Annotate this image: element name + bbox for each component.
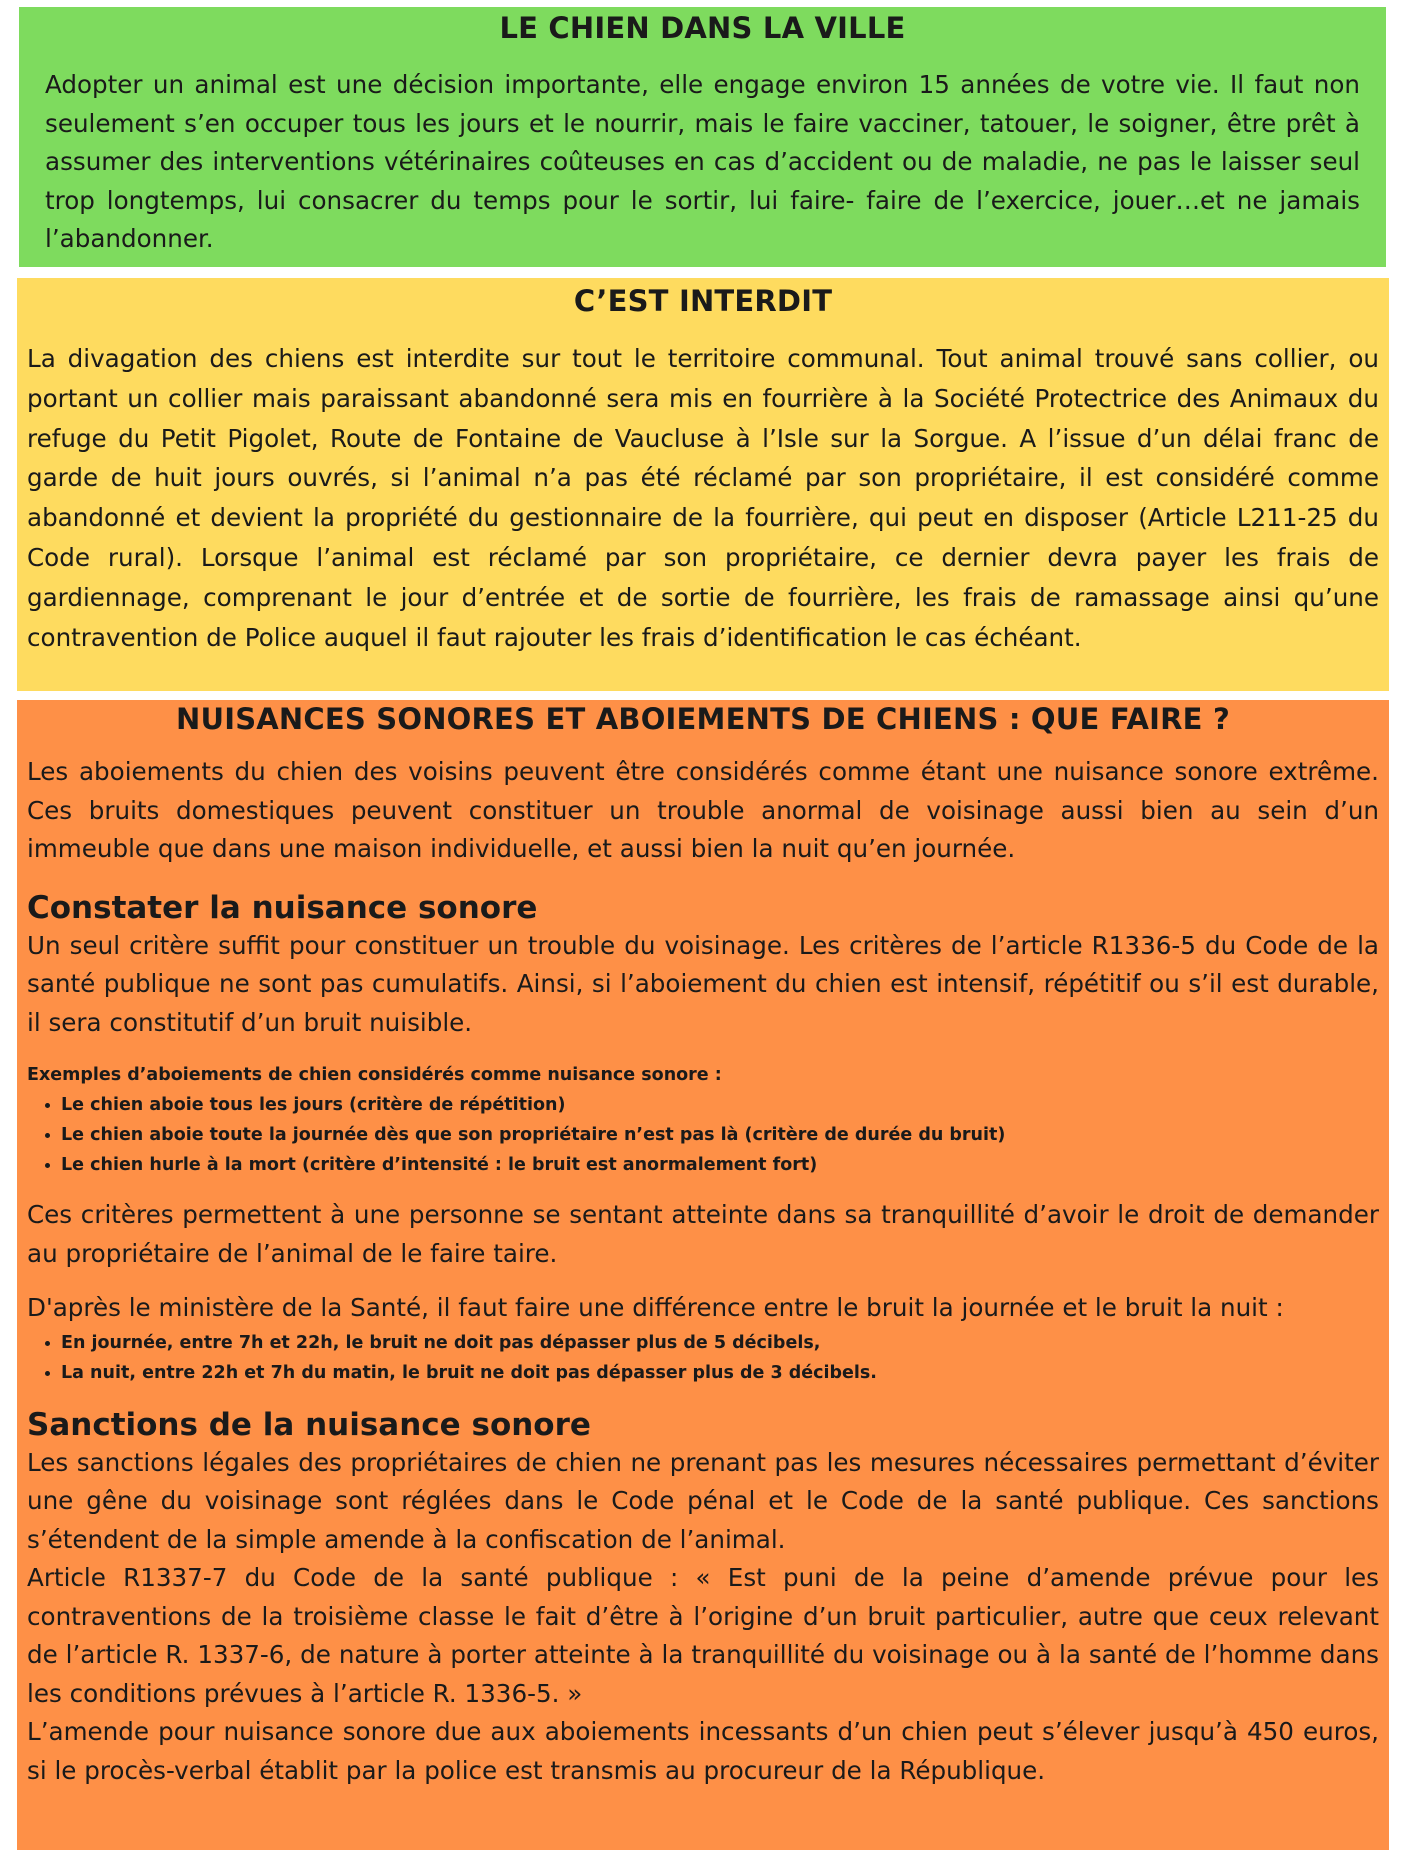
sanctions-paragraph: Les sanctions légales des propriétaires de chien ne prenant pas les mesures nécessaires permettant d’éviter une gêne du voisinage sont réglées dans le Code pénal et le Code de la santé publique. Ces sanctions s’étendent de la simple amende à la confiscation de l’animal. [27,1447,1379,1554]
heading-sanctions: Sanctions de la nuisance sonore [27,1406,591,1443]
section-title: NUISANCES SONORES ET ABOIEMENTS DE CHIENS : QUE FAIRE ? [175,702,1231,736]
amende-paragraph: L’amende pour nuisance sonore due aux aboiements incessants d’un chien peut s’élever jusqu’à 450 euros, si le procès-verbal établit par la police est transmis au procureur de la République. [27,1717,1379,1785]
constater-paragraph: Un seul critère suffit pour constituer un trouble du voisinage. Les critères de l’article R1336-5 du Code de la santé publique ne sont pas cumulatifs. Ainsi, si l’aboiement du chien est intensif, répétitif ou s’il est durable, il sera constitutif d’un bruit nuisible. [27,930,1379,1037]
list-item: • Le chien hurle à la mort (critère d’intensité : le bruit est anormalement fort) [61,1150,1379,1180]
ministere-paragraph: D'après le ministère de la Santé, il faut faire une différence entre le bruit la journée et le bruit la nuit : [27,1293,1284,1322]
section-title: LE CHIEN DANS LA VILLE [499,11,906,45]
section-chien-dans-la-ville [19,7,1386,267]
section-paragraph: La divagation des chiens est interdite sur tout le territoire communal. Tout animal trouvé sans collier, ou portant un collier mais paraissant abandonné sera mis en fourrière à la Société Protectrice des Animaux du refuge du Petit Pigolet, Route de Fontaine de Vaucluse à l’Isle sur la Sorgue. A l’issue d’un délai franc de garde de huit jours ouvrés, si l’animal n’a pas été réclamé par son propriétaire, il est considéré comme abandonné et devient la propriété du gestionnaire de la fourrière, qui peut en disposer (Article L211-25 du Code rural). Lorsque l’animal est réclamé par son propriétaire, ce dernier devra payer les frais de gardiennage, comprenant le jour d’entrée et de sortie de fourrière, les frais de ramassage ainsi qu’une contravention de Police auquel il faut rajouter les frais d’identification le cas échéant. [27,344,1379,652]
decibel-list [27,1328,1379,1388]
heading-constater: Constater la nuisance sonore [27,889,538,926]
list-item: • La nuit, entre 22h et 7h du matin, le bruit ne doit pas dépasser plus de 3 décibels. [61,1358,1379,1388]
intro-paragraph: Les aboiements du chien des voisins peuvent être considérés comme étant une nuisance sonore extrême. Ces bruits domestiques peuvent constituer un trouble anormal de voisinage aussi bien au sein d’un immeuble que dans une maison individuelle, et aussi bien la nuit qu’en journée. [27,757,1379,863]
section-nuisances-sonores [17,700,1389,1850]
examples-heading: Exemples d’aboiements de chien considérés comme nuisance sonore : [27,1065,722,1085]
section-title: C’EST INTERDIT [573,284,833,318]
examples-list [27,1090,1379,1180]
section-c-est-interdit [17,278,1389,691]
list-item: • Le chien aboie tous les jours (critère de répétition) [61,1090,1379,1120]
section-paragraph: Adopter un animal est une décision importante, elle engage environ 15 années de votre vie. Il faut non seulement s’en occuper tous les jours et le nourrir, mais le faire vacciner, tatouer, le soigner, être prêt à assumer des interventions vétérinaires coûteuses en cas d’accident ou de maladie, ne pas le laisser seul trop longtemps, lui consacrer du temps pour le sortir, lui faire- faire de l’exercice, jouer…et ne jamais l’abandonner. [45,70,1360,253]
list-item: • Le chien aboie toute la journée dès que son propriétaire n’est pas là (critère de durée du bruit) [61,1120,1379,1150]
article-paragraph: Article R1337-7 du Code de la santé publique : « Est puni de la peine d’amende prévue pour les contraventions de la troisième classe le fait d’être à l’origine d’un bruit particulier, autre que ceux relevant de l’article R. 1337-6, de nature à porter atteinte à la tranquillité du voisinage ou à la santé de l’homme dans les conditions prévues à l’article R. 1336-5. » [27,1563,1379,1708]
list-item: • En journée, entre 7h et 22h, le bruit ne doit pas dépasser plus de 5 décibels, [61,1328,1379,1358]
criteres-paragraph: Ces critères permettent à une personne se sentant atteinte dans sa tranquillité d’avoir le droit de demander au propriétaire de l’animal de le faire taire. [27,1200,1379,1268]
